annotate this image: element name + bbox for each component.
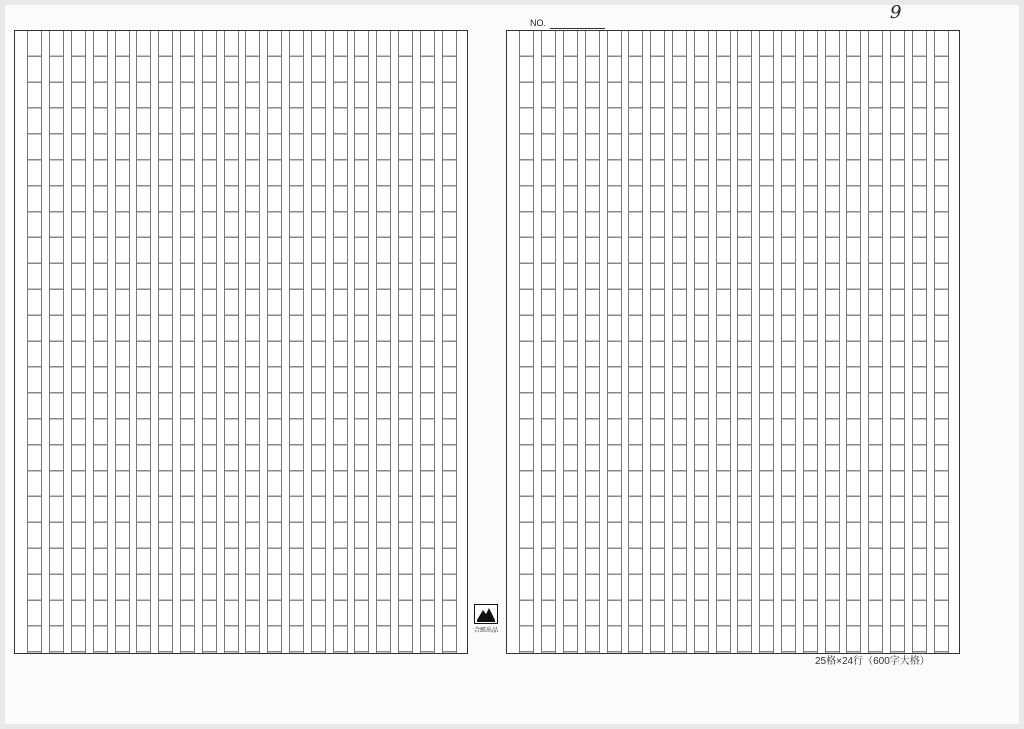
grid-column — [136, 31, 151, 653]
grid-column — [158, 31, 173, 653]
page-number-label: NO. — [530, 18, 547, 28]
grid-column — [803, 31, 818, 653]
grid-column — [737, 31, 752, 653]
grid-column — [890, 31, 905, 653]
grid-column — [650, 31, 665, 653]
grid-column — [267, 31, 282, 653]
grid-column — [781, 31, 796, 653]
left-manuscript-page — [14, 30, 468, 654]
grid-column — [202, 31, 217, 653]
grid-column — [672, 31, 687, 653]
grid-column — [354, 31, 369, 653]
grid-column — [628, 31, 643, 653]
grid-column — [694, 31, 709, 653]
grid-column — [420, 31, 435, 653]
grid-column — [333, 31, 348, 653]
grid-column — [289, 31, 304, 653]
logo-text: 合經出品 — [473, 628, 498, 634]
publisher-logo — [466, 604, 506, 634]
page-number-line — [550, 28, 605, 29]
grid-column — [224, 31, 239, 653]
mountain-logo-icon — [474, 604, 498, 624]
grid-column — [825, 31, 840, 653]
grid-column — [563, 31, 578, 653]
grid-spec-label: 25格×24行（600字大格） — [815, 656, 930, 667]
grid-column — [607, 31, 622, 653]
grid-column — [71, 31, 86, 653]
grid-column — [912, 31, 927, 653]
grid-column — [311, 31, 326, 653]
grid-column — [519, 31, 534, 653]
grid-column — [759, 31, 774, 653]
grid-column — [376, 31, 391, 653]
grid-column — [541, 31, 556, 653]
grid-column — [442, 31, 457, 653]
grid-column — [27, 31, 42, 653]
grid-column — [49, 31, 64, 653]
grid-column — [585, 31, 600, 653]
grid-column — [716, 31, 731, 653]
grid-column — [934, 31, 949, 653]
grid-column — [93, 31, 108, 653]
grid-column — [245, 31, 260, 653]
sheet-number: 9 — [890, 2, 902, 23]
right-manuscript-page — [506, 30, 960, 654]
grid-column — [846, 31, 861, 653]
grid-column — [180, 31, 195, 653]
grid-column — [398, 31, 413, 653]
grid-column — [868, 31, 883, 653]
grid-column — [115, 31, 130, 653]
